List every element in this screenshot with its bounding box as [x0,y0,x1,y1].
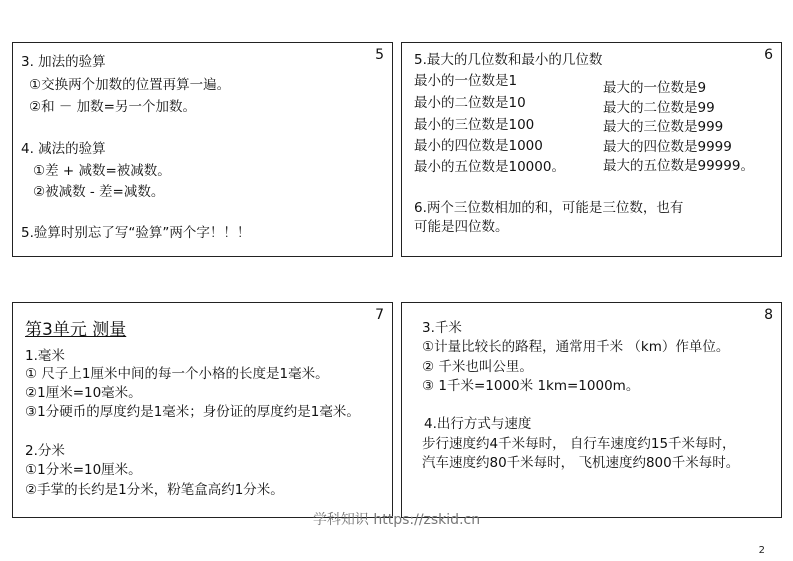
largest-number-line: 最大的五位数是99999。 [603,158,754,174]
card-8 [401,302,782,518]
card-6 [401,42,782,257]
note-line: 6.两个三位数相加的和，可能是三位数，也有 [414,200,684,216]
reminder-text: 5.验算时别忘了写“验算”两个字！！！ [21,225,251,241]
text-line: ② 千米也叫公里。 [422,359,533,375]
heading-addition-check: 3. 加法的验算 [21,54,106,70]
largest-number-line: 最大的四位数是9999 [603,139,732,155]
card-number: 8 [764,307,773,323]
text-line: ①计量比较长的路程，通常用千米 （km）作单位。 [422,339,730,355]
text-line: ②被减数 - 差=减数。 [33,184,165,200]
largest-number-line: 最大的三位数是999 [603,119,724,135]
text-line: 汽车速度约80千米每时， 飞机速度约800千米每时。 [422,455,740,471]
watermark: 学科知识 https://zskid.cn [312,512,481,528]
card-title: 5.最大的几位数和最小的几位数 [414,52,603,68]
smallest-number-line: 最小的三位数是100 [414,117,535,133]
card-5 [12,42,393,257]
smallest-number-line: 最小的四位数是1000 [414,138,543,154]
card-7 [12,302,393,518]
text-line: ②1厘米=10毫米。 [25,385,142,401]
card-number: 7 [375,307,384,323]
note-line: 可能是四位数。 [414,219,509,235]
text-line: ①交换两个加数的位置再算一遍。 [29,77,231,93]
largest-number-line: 最大的一位数是9 [603,80,707,96]
largest-number-line: 最大的二位数是99 [603,100,715,116]
heading-decimeter: 2.分米 [25,443,65,459]
text-line: ③1分硬币的厚度约是1毫米；身份证的厚度约是1毫米。 [25,404,360,420]
card-number: 5 [375,47,384,63]
text-line: ① 尺子上1厘米中间的每一个小格的长度是1毫米。 [25,366,329,382]
text-line: ③ 1千米=1000米 1km=1000m。 [422,378,640,394]
card-number: 6 [764,47,773,63]
text-line: ②和 － 加数=另一个加数。 [29,99,196,115]
smallest-number-line: 最小的二位数是10 [414,95,526,111]
heading-travel-speed: 4.出行方式与速度 [424,416,532,432]
text-line: 步行速度约4千米每时， 自行车速度约15千米每时， [422,436,736,452]
text-line: ②手掌的长约是1分米，粉笔盒高约1分米。 [25,482,284,498]
text-line: ①1分米=10厘米。 [25,462,142,478]
text-line: ①差 + 减数=被减数。 [33,163,171,179]
heading-kilometer: 3.千米 [422,320,462,336]
smallest-number-line: 最小的五位数是10000。 [414,159,565,175]
page-number: 2 [758,545,765,556]
heading-subtraction-check: 4. 减法的验算 [21,141,106,157]
heading-millimeter: 1.毫米 [25,348,65,364]
smallest-number-line: 最小的一位数是1 [414,73,518,89]
unit-title: 第3单元 测量 [25,320,127,340]
